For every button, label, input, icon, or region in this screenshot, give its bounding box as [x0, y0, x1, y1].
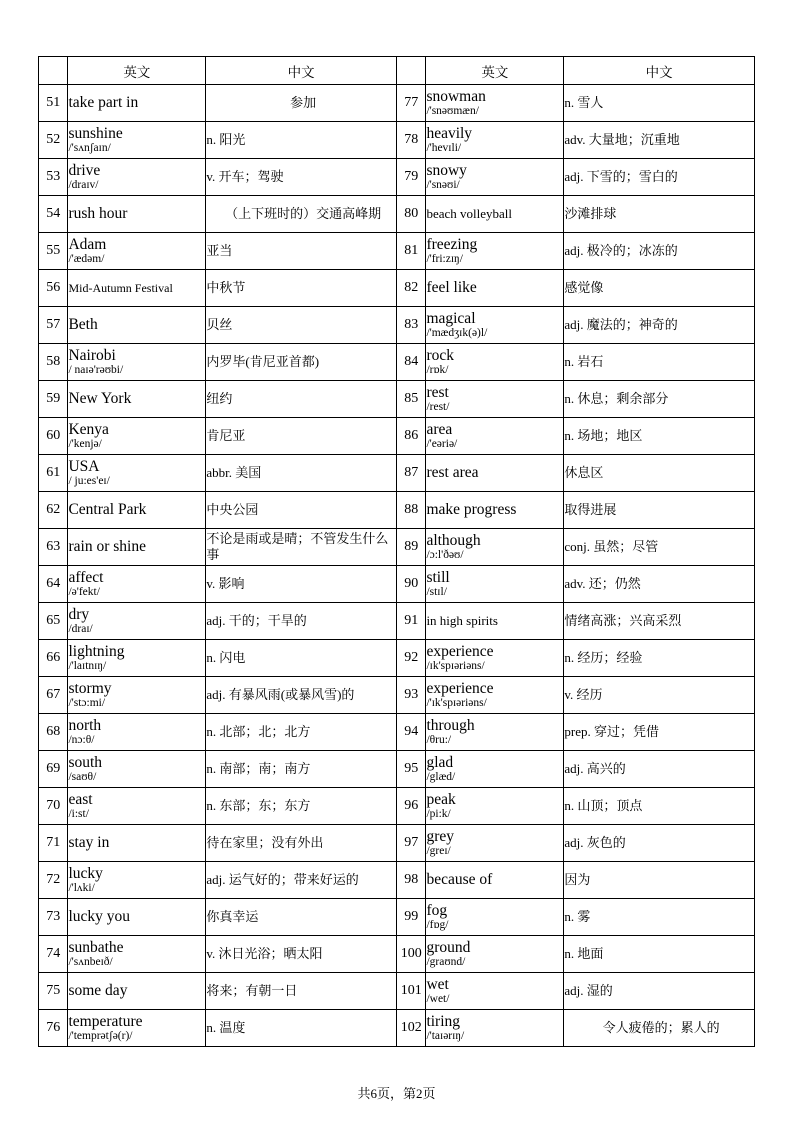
- entry-number: 76: [39, 1010, 68, 1047]
- table-row: [39, 825, 755, 862]
- entry-word: grey: [426, 827, 454, 845]
- entry-phonetic: /rest/: [426, 401, 450, 414]
- entry-word: USA: [68, 457, 100, 475]
- entry-english: [426, 233, 564, 270]
- entry-number: 78: [396, 122, 425, 159]
- entry-number: 77: [396, 85, 425, 122]
- entry-chinese: n. 雪人: [564, 85, 755, 122]
- entry-word: north: [68, 716, 102, 734]
- entry-chinese: 参加: [206, 85, 397, 122]
- entry-word: stormy: [68, 679, 112, 697]
- entry-english: [68, 196, 206, 233]
- entry-english: [68, 492, 206, 529]
- entry-number: 74: [39, 936, 68, 973]
- entry-number: 57: [39, 307, 68, 344]
- entry-chinese: n. 经历；经验: [564, 640, 755, 677]
- entry-word: peak: [426, 790, 456, 808]
- entry-number: 81: [396, 233, 425, 270]
- entry-number: 88: [396, 492, 425, 529]
- entry-word: sunshine: [68, 124, 123, 142]
- entry-number: 69: [39, 751, 68, 788]
- entry-phonetic: / ju:es'eɪ/: [68, 475, 110, 488]
- table-row: [39, 455, 755, 492]
- entry-number: 87: [396, 455, 425, 492]
- entry-chinese: adj. 极冷的；冰冻的: [564, 233, 755, 270]
- entry-word: some day: [68, 981, 128, 999]
- entry-english: [68, 603, 206, 640]
- entry-number: 60: [39, 418, 68, 455]
- table-row: [39, 899, 755, 936]
- entry-english: [68, 566, 206, 603]
- entry-english: [426, 566, 564, 603]
- entry-phonetic: /'taɪərɪŋ/: [426, 1030, 465, 1043]
- entry-word: rest area: [426, 463, 479, 481]
- entry-word: rest: [426, 383, 449, 401]
- entry-english: [426, 714, 564, 751]
- table-row: [39, 381, 755, 418]
- entry-chinese: adj. 魔法的；神奇的: [564, 307, 755, 344]
- entry-english: [68, 270, 206, 307]
- entry-english: [68, 788, 206, 825]
- entry-phonetic: /'snəʊi/: [426, 179, 460, 192]
- entry-word: because of: [426, 870, 493, 888]
- entry-number: 72: [39, 862, 68, 899]
- entry-word: beach volleyball: [426, 206, 512, 222]
- entry-phonetic: /greɪ/: [426, 845, 451, 858]
- entry-word: Central Park: [68, 500, 147, 518]
- entry-chinese: v. 开车；驾驶: [206, 159, 397, 196]
- entry-number: 92: [396, 640, 425, 677]
- entry-chinese: adj. 湿的: [564, 973, 755, 1010]
- entry-word: wet: [426, 975, 449, 993]
- entry-chinese: n. 山顶；顶点: [564, 788, 755, 825]
- entry-number: 80: [396, 196, 425, 233]
- table-row: [39, 862, 755, 899]
- entry-english: [426, 677, 564, 714]
- entry-word: affect: [68, 568, 104, 586]
- entry-phonetic: /'kenjə/: [68, 438, 102, 451]
- entry-chinese: 中秋节: [206, 270, 397, 307]
- table-row: [39, 714, 755, 751]
- entry-chinese: adj. 干的；干旱的: [206, 603, 397, 640]
- header-number-right: [396, 57, 425, 85]
- entry-number: 91: [396, 603, 425, 640]
- entry-number: 66: [39, 640, 68, 677]
- entry-word: lucky: [68, 864, 103, 882]
- entry-phonetic: /draɪv/: [68, 179, 99, 192]
- entry-english: [426, 381, 564, 418]
- entry-word: stay in: [68, 833, 110, 851]
- entry-chinese: n. 北部；北；北方: [206, 714, 397, 751]
- entry-phonetic: /'eəriə/: [426, 438, 458, 451]
- entry-word: through: [426, 716, 475, 734]
- entry-phonetic: /wet/: [426, 993, 450, 1006]
- table-row: [39, 233, 755, 270]
- entry-chinese: 你真幸运: [206, 899, 397, 936]
- table-row: [39, 122, 755, 159]
- entry-number: 98: [396, 862, 425, 899]
- entry-word: take part in: [68, 93, 139, 111]
- entry-word: feel like: [426, 278, 477, 296]
- entry-chinese: 将来；有朝一日: [206, 973, 397, 1010]
- entry-english: [68, 344, 206, 381]
- entry-chinese: v. 沐日光浴；晒太阳: [206, 936, 397, 973]
- entry-chinese: 不论是雨或是晴；不管发生什么事: [206, 529, 397, 566]
- entry-word: Adam: [68, 235, 107, 253]
- entry-chinese: n. 岩石: [564, 344, 755, 381]
- entry-english: [426, 344, 564, 381]
- table-row: [39, 973, 755, 1010]
- table-row: [39, 344, 755, 381]
- header-english-right: 英文: [426, 57, 564, 85]
- page-footer: 共6页，第2页: [357, 1086, 436, 1101]
- entry-number: 86: [396, 418, 425, 455]
- entry-chinese: 纽约: [206, 381, 397, 418]
- entry-phonetic: /ə'fekt/: [68, 586, 100, 599]
- entry-word: fog: [426, 901, 448, 919]
- entry-number: 68: [39, 714, 68, 751]
- entry-phonetic: /nɔ:θ/: [68, 734, 95, 747]
- entry-number: 85: [396, 381, 425, 418]
- entry-word: glad: [426, 753, 454, 771]
- entry-chinese: 待在家里；没有外出: [206, 825, 397, 862]
- entry-phonetic: /'temprətʃə(r)/: [68, 1030, 133, 1043]
- table-row: [39, 751, 755, 788]
- table-row: [39, 1010, 755, 1047]
- entry-number: 55: [39, 233, 68, 270]
- entry-english: [426, 492, 564, 529]
- header-chinese-left: 中文: [206, 57, 397, 85]
- entry-phonetic: /pi:k/: [426, 808, 451, 821]
- entry-chinese: n. 闪电: [206, 640, 397, 677]
- entry-chinese: v. 影响: [206, 566, 397, 603]
- entry-chinese: n. 南部；南；南方: [206, 751, 397, 788]
- entry-phonetic: /graʊnd/: [426, 956, 466, 969]
- entry-number: 75: [39, 973, 68, 1010]
- table-row: [39, 677, 755, 714]
- entry-number: 64: [39, 566, 68, 603]
- entry-english: [426, 825, 564, 862]
- entry-english: [68, 862, 206, 899]
- entry-number: 83: [396, 307, 425, 344]
- entry-phonetic: /'lʌki/: [68, 882, 95, 895]
- table-row: [39, 566, 755, 603]
- table-row: [39, 159, 755, 196]
- entry-english: [426, 899, 564, 936]
- entry-word: snowy: [426, 161, 467, 179]
- entry-english: [68, 825, 206, 862]
- entry-phonetic: /fɒg/: [426, 919, 449, 932]
- entry-phonetic: /rɒk/: [426, 364, 449, 377]
- entry-word: ground: [426, 938, 471, 956]
- header-chinese-right: 中文: [564, 57, 755, 85]
- entry-word: rain or shine: [68, 537, 146, 555]
- entry-number: 54: [39, 196, 68, 233]
- entry-word: experience: [426, 679, 494, 697]
- table-row: [39, 788, 755, 825]
- entry-chinese: n. 东部；东；东方: [206, 788, 397, 825]
- entry-word: Nairobi: [68, 346, 116, 364]
- entry-word: although: [426, 531, 481, 549]
- entry-number: 63: [39, 529, 68, 566]
- entry-word: New York: [68, 389, 132, 407]
- entry-english: [426, 862, 564, 899]
- entry-phonetic: /'sʌnʃaɪn/: [68, 142, 111, 155]
- entry-english: [426, 640, 564, 677]
- entry-number: 97: [396, 825, 425, 862]
- entry-chinese: adj. 有暴风雨(或暴风雪)的: [206, 677, 397, 714]
- entry-phonetic: /'hevɪli/: [426, 142, 462, 155]
- entry-number: 82: [396, 270, 425, 307]
- entry-word: temperature: [68, 1012, 143, 1030]
- entry-english: [426, 788, 564, 825]
- entry-number: 102: [396, 1010, 425, 1047]
- entry-chinese: n. 阳光: [206, 122, 397, 159]
- entry-word: east: [68, 790, 93, 808]
- entry-chinese: adv. 大量地；沉重地: [564, 122, 755, 159]
- entry-phonetic: /θru:/: [426, 734, 452, 747]
- entry-word: dry: [68, 605, 90, 623]
- entry-phonetic: /'stɔ:mi/: [68, 697, 106, 710]
- entry-english: [68, 714, 206, 751]
- entry-chinese: （上下班时的）交通高峰期: [206, 196, 397, 233]
- entry-chinese: abbr. 美国: [206, 455, 397, 492]
- entry-word: lucky you: [68, 907, 131, 925]
- entry-number: 100: [396, 936, 425, 973]
- entry-chinese: n. 地面: [564, 936, 755, 973]
- table-row: [39, 529, 755, 566]
- entry-chinese: n. 场地；地区: [564, 418, 755, 455]
- entry-number: 101: [396, 973, 425, 1010]
- entry-english: [68, 751, 206, 788]
- entry-number: 59: [39, 381, 68, 418]
- entry-number: 84: [396, 344, 425, 381]
- entry-number: 58: [39, 344, 68, 381]
- entry-word: Kenya: [68, 420, 109, 438]
- entry-number: 94: [396, 714, 425, 751]
- entry-number: 70: [39, 788, 68, 825]
- entry-number: 96: [396, 788, 425, 825]
- entry-number: 52: [39, 122, 68, 159]
- entry-word: in high spirits: [426, 613, 498, 629]
- entry-chinese: adj. 运气好的；带来好运的: [206, 862, 397, 899]
- entry-chinese: 情绪高涨；兴高采烈: [564, 603, 755, 640]
- entry-phonetic: /'ædəm/: [68, 253, 105, 266]
- entry-english: [68, 455, 206, 492]
- entry-number: 65: [39, 603, 68, 640]
- entry-chinese: 感觉像: [564, 270, 755, 307]
- entry-word: drive: [68, 161, 101, 179]
- entry-phonetic: /'laɪtnɪŋ/: [68, 660, 107, 673]
- entry-chinese: 中央公园: [206, 492, 397, 529]
- entry-chinese: conj. 虽然；尽管: [564, 529, 755, 566]
- entry-english: [68, 936, 206, 973]
- entry-english: [426, 973, 564, 1010]
- entry-english: [426, 270, 564, 307]
- entry-word: make progress: [426, 500, 517, 518]
- entry-english: [426, 307, 564, 344]
- entry-word: area: [426, 420, 453, 438]
- entry-english: [68, 899, 206, 936]
- entry-phonetic: /ɪk'spɪəriəns/: [426, 660, 485, 673]
- entry-chinese: adj. 下雪的；雪白的: [564, 159, 755, 196]
- entry-number: 73: [39, 899, 68, 936]
- entry-english: [426, 529, 564, 566]
- entry-chinese: 贝丝: [206, 307, 397, 344]
- vocabulary-table: [38, 56, 755, 1047]
- entry-number: 89: [396, 529, 425, 566]
- entry-phonetic: /'sʌnbeɪð/: [68, 956, 113, 969]
- entry-word: rush hour: [68, 204, 128, 222]
- entry-number: 99: [396, 899, 425, 936]
- entry-english: [426, 418, 564, 455]
- entry-word: tiring: [426, 1012, 461, 1030]
- entry-number: 62: [39, 492, 68, 529]
- entry-english: [68, 418, 206, 455]
- entry-phonetic: /draɪ/: [68, 623, 93, 636]
- entry-english: [68, 529, 206, 566]
- entry-english: [426, 85, 564, 122]
- vocabulary-body: [39, 85, 755, 1047]
- entry-chinese: prep. 穿过；凭借: [564, 714, 755, 751]
- entry-word: rock: [426, 346, 454, 364]
- entry-word: heavily: [426, 124, 473, 142]
- entry-english: [426, 603, 564, 640]
- entry-chinese: adv. 还；仍然: [564, 566, 755, 603]
- table-row: [39, 936, 755, 973]
- entry-chinese: 休息区: [564, 455, 755, 492]
- entry-english: [426, 122, 564, 159]
- entry-chinese: 亚当: [206, 233, 397, 270]
- entry-english: [68, 973, 206, 1010]
- entry-phonetic: /glæd/: [426, 771, 456, 784]
- entry-english: [426, 196, 564, 233]
- table-row: [39, 418, 755, 455]
- table-row: [39, 196, 755, 233]
- entry-phonetic: /'fri:zɪŋ/: [426, 253, 463, 266]
- entry-english: [68, 307, 206, 344]
- entry-english: [68, 122, 206, 159]
- table-header-row: [39, 57, 755, 85]
- entry-number: 95: [396, 751, 425, 788]
- entry-phonetic: /i:st/: [68, 808, 89, 821]
- entry-english: [426, 751, 564, 788]
- table-row: [39, 307, 755, 344]
- entry-chinese: 令人疲倦的；累人的: [564, 1010, 755, 1047]
- entry-chinese: n. 休息；剩余部分: [564, 381, 755, 418]
- entry-number: 93: [396, 677, 425, 714]
- entry-word: freezing: [426, 235, 478, 253]
- entry-english: [426, 159, 564, 196]
- entry-english: [68, 85, 206, 122]
- entry-english: [68, 1010, 206, 1047]
- entry-phonetic: /'snəʊmæn/: [426, 105, 479, 118]
- entry-number: 71: [39, 825, 68, 862]
- entry-english: [68, 640, 206, 677]
- entry-word: still: [426, 568, 450, 586]
- entry-number: 67: [39, 677, 68, 714]
- table-row: [39, 85, 755, 122]
- entry-chinese: 内罗毕(肯尼亚首都): [206, 344, 397, 381]
- entry-phonetic: / naɪə'rəʊbi/: [68, 364, 124, 377]
- entry-word: Beth: [68, 315, 98, 333]
- entry-word: snowman: [426, 87, 486, 105]
- table-row: [39, 603, 755, 640]
- entry-english: [68, 159, 206, 196]
- table-row: [39, 270, 755, 307]
- entry-english: [68, 233, 206, 270]
- entry-english: [426, 936, 564, 973]
- entry-phonetic: /'ɪk'spɪəriəns/: [426, 697, 487, 710]
- entry-word: south: [68, 753, 103, 771]
- entry-number: 51: [39, 85, 68, 122]
- entry-english: [426, 455, 564, 492]
- entry-word: lightning: [68, 642, 125, 660]
- entry-chinese: 因为: [564, 862, 755, 899]
- entry-chinese: 沙滩排球: [564, 196, 755, 233]
- entry-chinese: adj. 灰色的: [564, 825, 755, 862]
- entry-chinese: adj. 高兴的: [564, 751, 755, 788]
- entry-number: 79: [396, 159, 425, 196]
- entry-chinese: n. 温度: [206, 1010, 397, 1047]
- entry-number: 61: [39, 455, 68, 492]
- table-row: [39, 492, 755, 529]
- entry-phonetic: /ɔ:l'ðəʊ/: [426, 549, 464, 562]
- entry-chinese: v. 经历: [564, 677, 755, 714]
- header-number-left: [39, 57, 68, 85]
- entry-number: 56: [39, 270, 68, 307]
- entry-phonetic: /saʊθ/: [68, 771, 97, 784]
- entry-word: sunbathe: [68, 938, 124, 956]
- entry-chinese: 取得进展: [564, 492, 755, 529]
- entry-english: [68, 381, 206, 418]
- entry-phonetic: /'mædʒɪk(ə)l/: [426, 327, 488, 340]
- entry-number: 90: [396, 566, 425, 603]
- header-english-left: 英文: [68, 57, 206, 85]
- entry-number: 53: [39, 159, 68, 196]
- entry-word: Mid-Autumn Festival: [68, 280, 173, 295]
- entry-english: [426, 1010, 564, 1047]
- entry-phonetic: /stɪl/: [426, 586, 447, 599]
- table-row: [39, 640, 755, 677]
- entry-english: [68, 677, 206, 714]
- entry-chinese: 肯尼亚: [206, 418, 397, 455]
- entry-word: experience: [426, 642, 494, 660]
- entry-chinese: n. 雾: [564, 899, 755, 936]
- entry-word: magical: [426, 309, 476, 327]
